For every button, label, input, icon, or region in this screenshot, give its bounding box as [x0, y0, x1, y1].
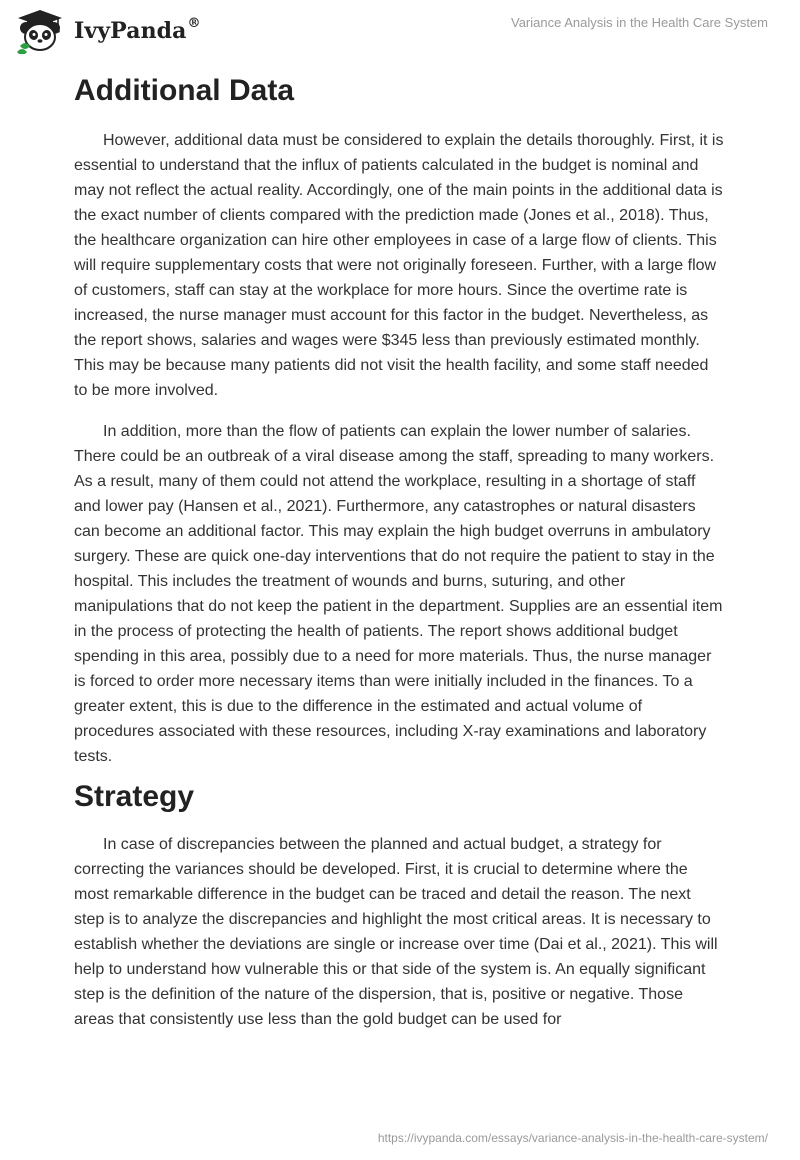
section-heading-additional-data: Additional Data [74, 74, 295, 107]
brand-name: IvyPanda® [74, 16, 201, 44]
source-url[interactable]: https://ivypanda.com/essays/variance-analysis-in-the-health-care-system/ [377, 1131, 768, 1145]
page-header [0, 0, 800, 60]
ivypanda-logo[interactable] [14, 8, 201, 54]
paragraph: However, additional data must be considered to explain the details thoroughly. First, it is essential to understand that the influx of patients calculated in the budget is nominal and may not reflect the actual reality. Accordingly, one of the main points in the additional data is the exact number of clients compared with the prediction made (Jones et al., 2018). Thus, the healthcare organization can hire other employees in case of a large flow of clients. This will require supplementary costs that were not originally foreseen. Further, with a large flow of customers, staff can stay at the workplace for more hours. Since the overtime rate is increased, the nurse manager must account for this factor in the budget. Nevertheless, as the report shows, salaries and wages were $345 less than previously estimated monthly. This may be because many patients did not visit the health facility, and some staff needed to be more involved. [74, 132, 724, 399]
paragraph: In addition, more than the flow of patients can explain the lower number of salaries. There could be an outbreak of a viral disease among the staff, spreading to many workers. As a result, many of them could not attend the workplace, resulting in a shortage of staff and lower pay (Hansen et al., 2021). Furthermore, any catastrophes or natural disasters can become an additional factor. This may explain the high budget overruns in ambulatory surgery. These are quick one-day interventions that do not require the patient to stay in the hospital. This includes the treatment of wounds and burns, suturing, and other manipulations that do not keep the patient in the department. Supplies are an essential item in the process of protecting the health of patients. The report shows additional budget spending in this area, possibly due to a need for more materials. Thus, the nurse manager is forced to order more necessary items than were initially included in the finances. To a greater extent, this is due to the difference in the estimated and actual volume of procedures associated with these resources, including X-ray examinations and laboratory tests. [74, 423, 723, 765]
essay-content [74, 72, 724, 1032]
document-title: Variance Analysis in the Health Care System [511, 15, 768, 30]
paragraph: In case of discrepancies between the planned and actual budget, a strategy for correcting the variances should be developed. First, it is crucial to determine where the most remarkable difference in the budget can be traced and detail the reason. The next step is to analyze the discrepancies and highlight the most critical areas. It is necessary to establish whether the deviations are single or increase over time (Dai et al., 2021). This will help to understand how vulnerable this or that side of the system is. An equally significant step is the definition of the nature of the dispersion, that is, positive or negative. Those areas that consistently use less than the gold budget can be used for [74, 836, 718, 1028]
section-heading-strategy: Strategy [74, 780, 195, 813]
panda-graduate-icon [14, 8, 66, 54]
